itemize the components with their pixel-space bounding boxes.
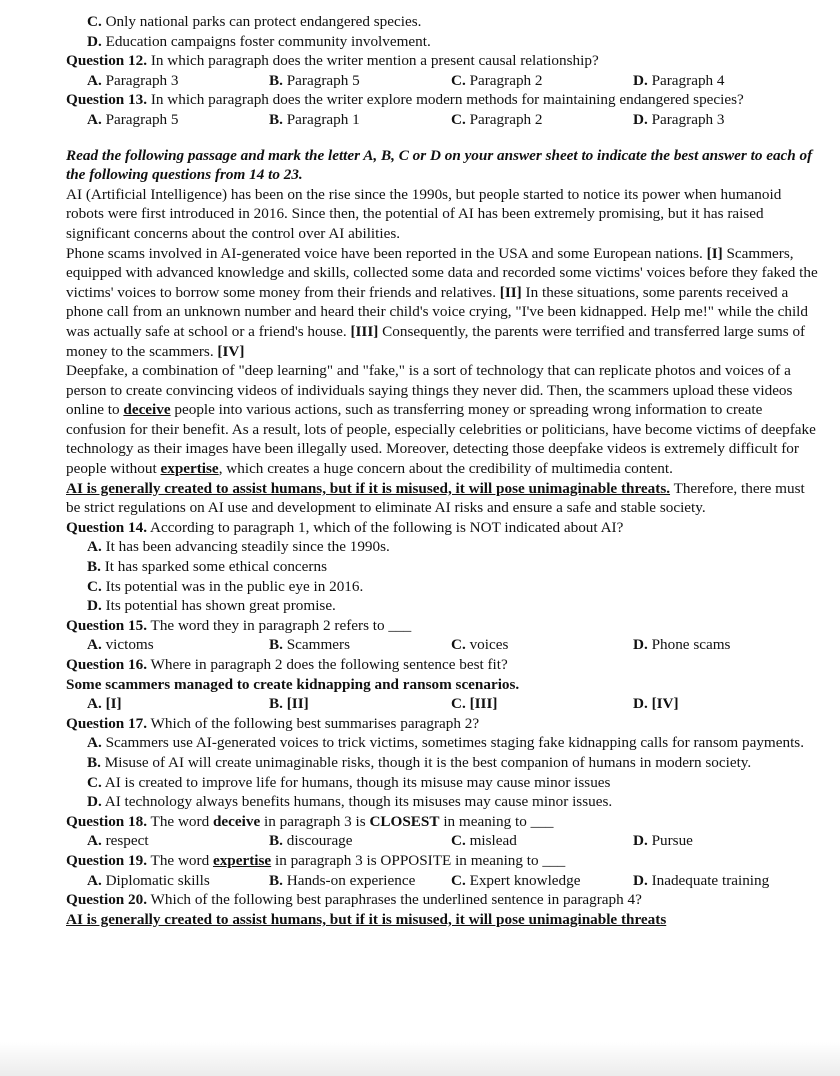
- question-14: Question 14. According to paragraph 1, which of the following is NOT indicated about AI?: [66, 518, 624, 536]
- q18-option-b: B. discourage: [269, 832, 353, 850]
- marker-4: [IV]: [217, 342, 245, 360]
- q16-option-c: C. [III]: [451, 695, 498, 713]
- word-deceive: deceive: [123, 401, 171, 419]
- q13-option-a: A. Paragraph 5: [87, 110, 179, 128]
- question-18: Question 18. The word deceive in paragraph 3 is CLOSEST in meaning to ___: [66, 812, 554, 830]
- q16-sentence: Some scammers managed to create kidnapping and ransom scenarios.: [66, 675, 520, 693]
- q13-option-c: C. Paragraph 2: [451, 110, 543, 128]
- q12-option-b: B. Paragraph 5: [269, 71, 360, 89]
- question-13: Question 13. In which paragraph does the writer explore modern methods for maintaining endangered species?: [66, 91, 744, 109]
- bottom-shadow: [0, 1042, 840, 1076]
- q13-option-d: D. Paragraph 3: [633, 110, 725, 128]
- q12-option-a: A. Paragraph 3: [87, 71, 179, 89]
- q12-option-c: C. Paragraph 2: [451, 71, 543, 89]
- q14-option-a: A. It has been advancing steadily since the 1990s.: [87, 538, 390, 556]
- q13-options: [66, 110, 818, 130]
- q16-options: [66, 694, 818, 714]
- q18-option-a: A. respect: [87, 832, 149, 850]
- q12-option-d: D. Paragraph 4: [633, 71, 725, 89]
- q11-option-d: D. Education campaigns foster community involvement.: [87, 32, 431, 50]
- question-19: Question 19. The word expertise in paragraph 3 is OPPOSITE in meaning to ___: [66, 851, 566, 869]
- q14-option-d: D. Its potential has shown great promise.: [87, 597, 336, 615]
- q14-option-b: B. It has sparked some ethical concerns: [87, 558, 327, 576]
- q15-option-b: B. Scammers: [269, 636, 350, 654]
- q18-options: [66, 831, 818, 851]
- question-12: Question 12. In which paragraph does the writer mention a present causal relationship?: [66, 52, 599, 70]
- passage-paragraph-3: Deepfake, a combination of "deep learning" and "fake," is a sort of technology that can replicate photos and voices of a person to create convincing videos of individuals saying things they never did. Then, the scammers upload these videos online to deceive people into various actions, such as transferring money or spreading wrong information to create confusion for their benefit. As a result, lots of people, especially celebrities or politicians, have become victims of deepfake technology as their images have been illegally used. Moreover, detecting those deepfake videos is extremely difficult for people without expertise, which creates a huge concern about the credibility of multimedia content.: [66, 362, 816, 478]
- underlined-sentence: AI is generally created to assist humans, but if it is misused, it will pose unimaginable threats.: [66, 479, 671, 497]
- q19-option-d: D. Inadequate training: [633, 871, 770, 889]
- q18-option-d: D. Pursue: [633, 832, 693, 850]
- q17-option-b: B. Misuse of AI will create unimaginable risks, though it is the best companion of humans in modern society.: [87, 753, 752, 771]
- question-20: Question 20. Which of the following best paraphrases the underlined sentence in paragraph 4?: [66, 891, 642, 909]
- q13-option-b: B. Paragraph 1: [269, 110, 360, 128]
- marker-3: [III]: [350, 322, 379, 340]
- q15-option-c: C. voices: [451, 636, 509, 654]
- q12-options: [66, 71, 818, 91]
- q17-option-d: D. AI technology always benefits humans, though its misuses may cause minor issues.: [87, 793, 613, 811]
- question-15: Question 15. The word they in paragraph 2 refers to ___: [66, 616, 412, 634]
- q14-option-c: C. Its potential was in the public eye in 2016.: [87, 577, 364, 595]
- question-17: Question 17. Which of the following best summarises paragraph 2?: [66, 714, 480, 732]
- q17-option-a: A. Scammers use AI-generated voices to trick victims, sometimes staging fake kidnapping calls for ransom payments.: [87, 734, 805, 752]
- q16-option-b: B. [II]: [269, 695, 309, 713]
- q15-option-a: A. victoms: [87, 636, 154, 654]
- q17-option-c: C. AI is created to improve life for humans, though its misuse may cause minor issues: [87, 773, 611, 791]
- q16-option-a: A. [I]: [87, 695, 122, 713]
- q15-options: [66, 635, 818, 655]
- reading-directions: Read the following passage and mark the letter A, B, C or D on your answer sheet to indicate the best answer to each of the following questions from 14 to 23.: [66, 146, 813, 184]
- q20-underlined-sentence: AI is generally created to assist humans, but if it is misused, it will pose unimaginable threats: [66, 910, 667, 928]
- q18-option-c: C. mislead: [451, 832, 517, 850]
- marker-1: [I]: [706, 244, 723, 262]
- question-16: Question 16. Where in paragraph 2 does the following sentence best fit?: [66, 656, 508, 673]
- document-body: [66, 12, 818, 929]
- q11-option-c: C. Only national parks can protect endangered species.: [87, 13, 422, 30]
- passage-paragraph-1: AI (Artificial Intelligence) has been on the rise since the 1990s, but people started to notice its power when humanoid robots were first introduced in 2016. Since then, the potential of AI has been extremely promising, but it has raised significant concerns about the control over AI abilities.: [66, 185, 782, 242]
- q19-option-b: B. Hands-on experience: [269, 871, 416, 889]
- marker-2: [II]: [499, 283, 522, 301]
- word-expertise: expertise: [160, 460, 219, 478]
- q19-option-c: C. Expert knowledge: [451, 871, 581, 889]
- q16-option-d: D. [IV]: [633, 695, 679, 713]
- q19-options: [66, 871, 818, 891]
- passage-paragraph-2: Phone scams involved in AI-generated voice have been reported in the USA and some European nations. [I] Scammers, equipped with advanced knowledge and skills, collected some data and recorded some victims' voices before they faked the victims' voices to borrow some money from their friends and relatives. [II] In these situations, some parents received a phone call from an unknown number and heard their child's voice crying, "I've been kidnapped. Help me!" while the child was actually safe at school or a friend's house. [III] Consequently, the parents were terrified and transferred large sums of money to the scammers. [IV]: [66, 244, 818, 360]
- q15-option-d: D. Phone scams: [633, 636, 731, 654]
- q19-option-a: A. Diplomatic skills: [87, 871, 210, 889]
- passage-paragraph-4: AI is generally created to assist humans, but if it is misused, it will pose unimaginable threats. Therefore, there must be strict regulations on AI use and development to eliminate AI risks and ensure a safe and stable society.: [66, 479, 805, 517]
